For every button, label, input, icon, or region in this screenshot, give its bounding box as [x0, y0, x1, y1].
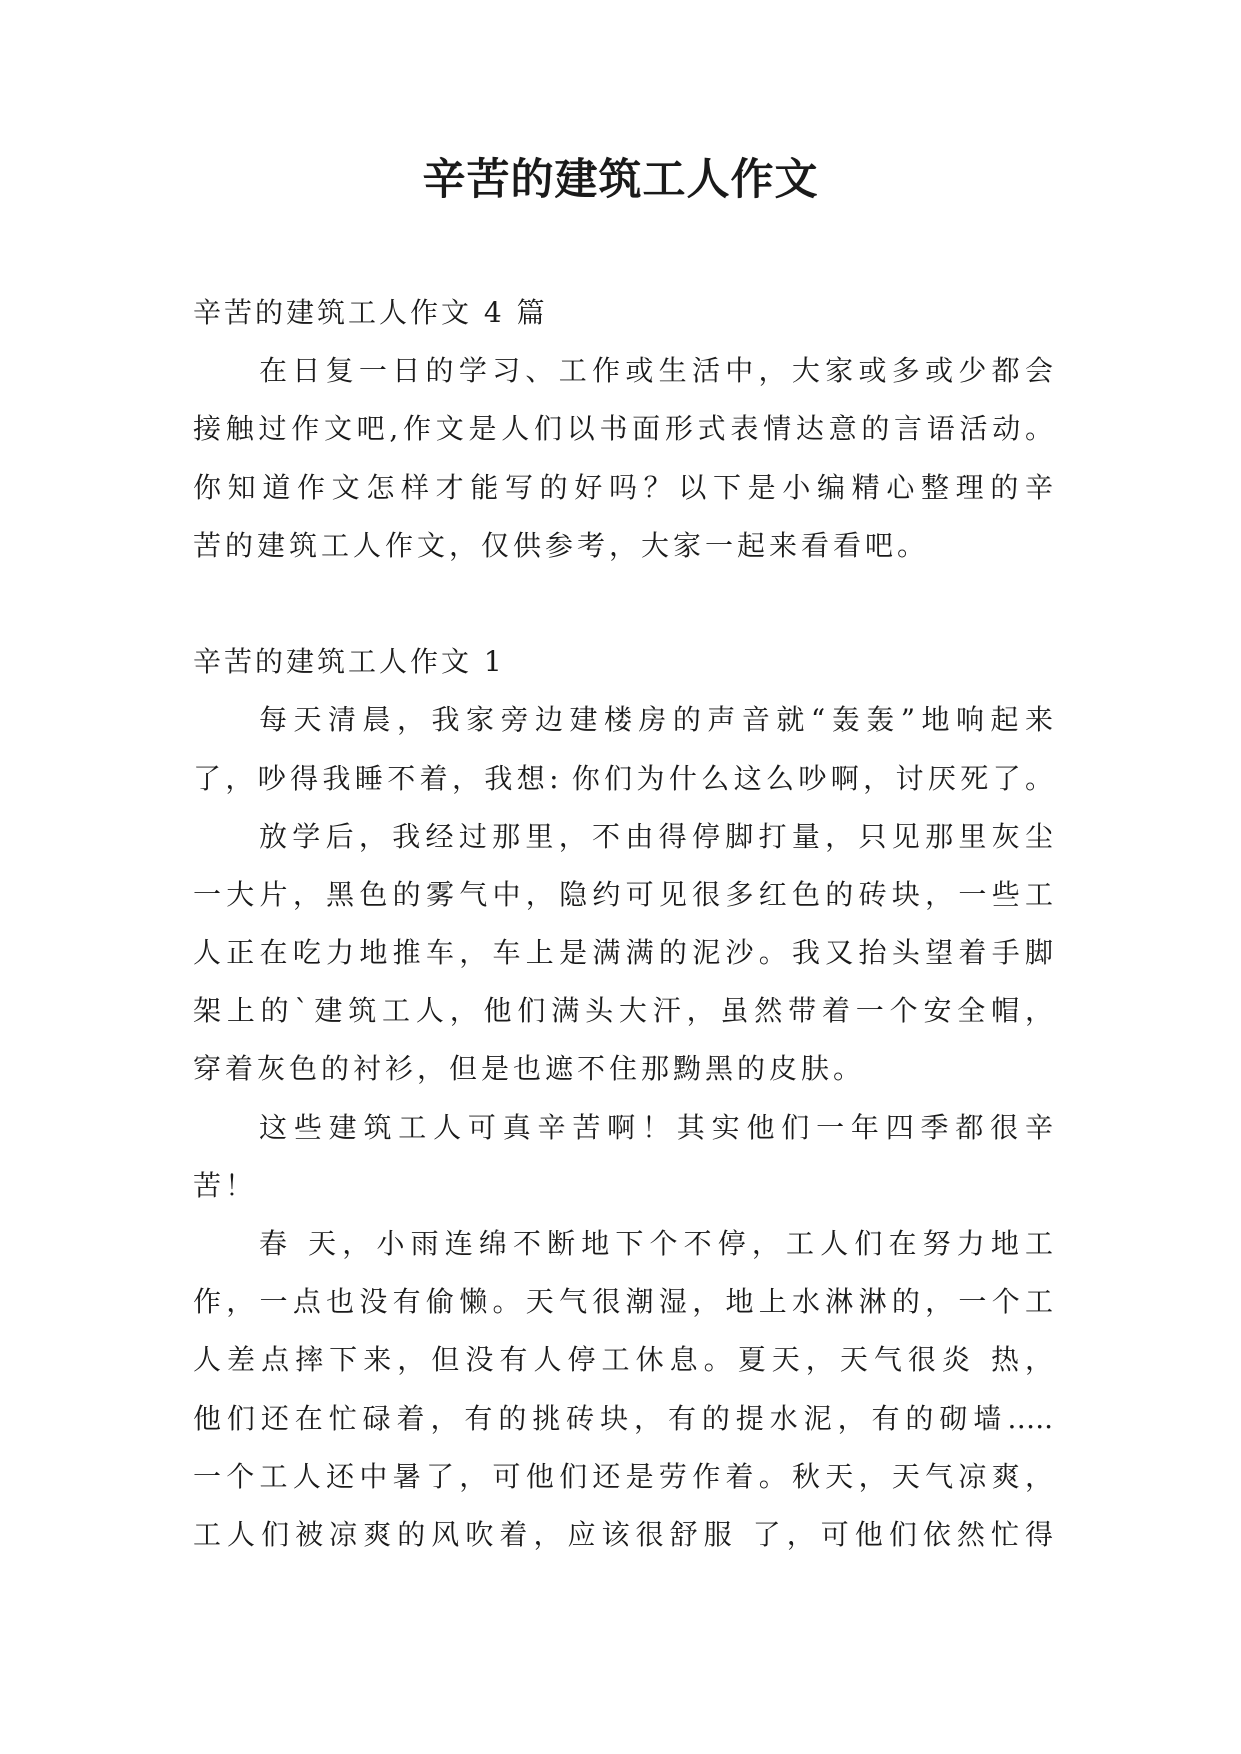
- paragraph-line: 了，吵得我睡不着，我想: 你们为什么这么吵啊，讨厌死了。: [193, 761, 1053, 795]
- paragraph-line: 人正在吃力地推车，车上是满满的泥沙。我又抬头望着手脚: [193, 936, 1053, 970]
- paragraph-line: 这些建筑工人可真辛苦啊！其实他们一年四季都很辛: [259, 1110, 1053, 1144]
- document-title: 辛苦的建筑工人作文: [422, 155, 819, 205]
- intro-heading: 辛苦的建筑工人作文 4 篇: [193, 296, 548, 329]
- paragraph-line: 放学后，我经过那里，不由得停脚打量，只见那里灰尘: [259, 819, 1053, 853]
- intro-line: 在日复一日的学习、工作或生活中，大家或多或少都会: [259, 354, 1053, 388]
- paragraph-line: 他们还在忙碌着，有的挑砖块，有的提水泥，有的砌墙…..: [193, 1401, 1053, 1435]
- paragraph-line: 人差点摔下来，但没有人停工休息。夏天，天气很炎 热，: [193, 1343, 1053, 1377]
- intro-line: 接触过作文吧,作文是人们以书面形式表情达意的言语活动。: [193, 412, 1053, 446]
- paragraph-line: 架上的`建筑工人，他们满头大汗，虽然带着一个安全帽，: [193, 994, 1053, 1028]
- essay1-heading: 辛苦的建筑工人作文 1: [193, 645, 505, 679]
- document-body: [193, 284, 1053, 1564]
- paragraph-line: 一个工人还中暑了，可他们还是劳作着。秋天，天气凉爽，: [193, 1459, 1053, 1493]
- paragraph-line: 穿着灰色的衬衫，但是也遮不住那黝黑的皮肤。: [193, 1052, 866, 1086]
- paragraph-line: 春 天，小雨连绵不断地下个不停，工人们在努力地工: [259, 1227, 1053, 1260]
- paragraph-line: 每天清晨，我家旁边建楼房的声音就“轰轰”地响起来: [259, 703, 1053, 737]
- paragraph-line: 作，一点也没有偷懒。天气很潮湿，地上水淋淋的，一个工: [193, 1285, 1053, 1319]
- paragraph-line: 一大片，黑色的雾气中，隐约可见很多红色的砖块，一些工: [193, 877, 1053, 911]
- paragraph-line: 工人们被凉爽的风吹着，应该很舒服 了，可他们依然忙得: [193, 1517, 1053, 1551]
- paragraph-line: 苦！: [193, 1168, 258, 1202]
- blank-line: [193, 575, 1053, 633]
- intro-line: 苦的建筑工人作文，仅供参考，大家一起来看看吧。: [193, 528, 930, 562]
- intro-line: 你知道作文怎样才能写的好吗？以下是小编精心整理的辛: [193, 470, 1053, 504]
